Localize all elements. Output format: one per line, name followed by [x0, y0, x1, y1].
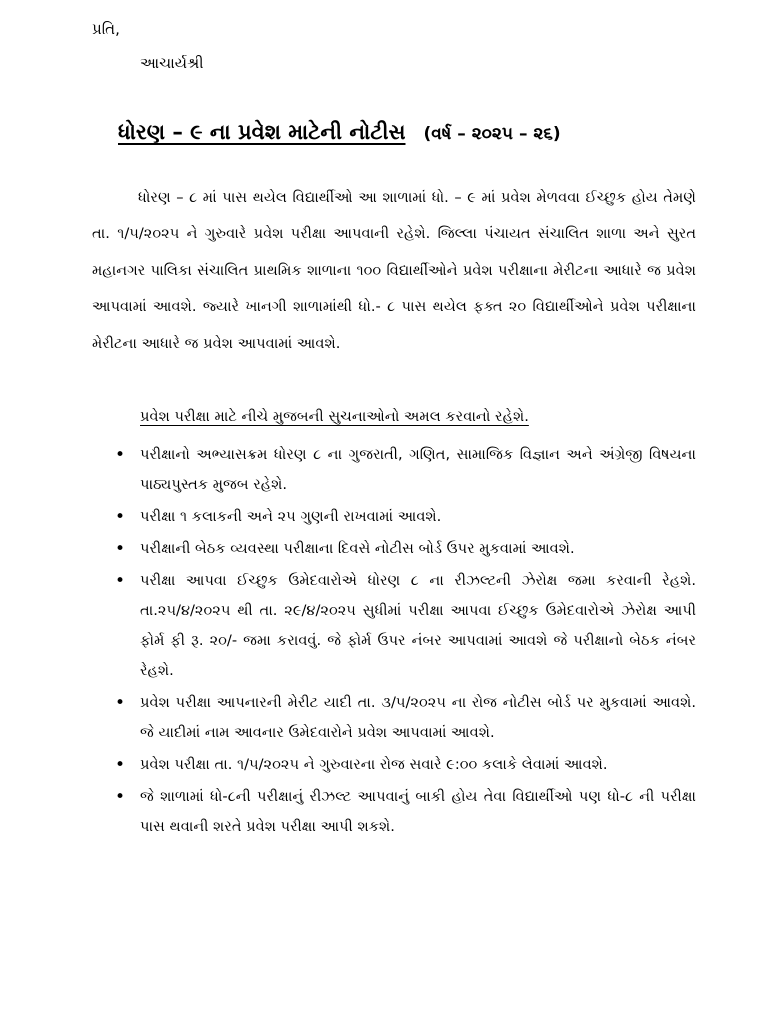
academic-year: (વર્ષ – ૨૦૨૫ – ૨૬)	[423, 124, 561, 144]
list-item: • પ્રવેશ પરીક્ષા તા. ૧/૫/૨૦૨૫ ને ગુરુવારના રોજ સવારે ૯:૦૦ કલાકે લેવામાં આવશે.	[140, 750, 696, 780]
addressee: આચાર્યશ્રી	[140, 54, 204, 72]
salutation-to: પ્રતિ,	[92, 20, 120, 38]
notice-title: ધોરણ – ૯ ના પ્રવેશ માટેની નોટીસ	[118, 120, 406, 144]
intro-paragraph: ધોરણ – ૮ માં પાસ થયેલ વિદ્યાર્થીઓ આ શાળામાં ધો. – ૯ માં પ્રવેશ મેળવવા ઈચ્છુક હોય તેમણે તા. ૧/૫/૨૦૨૫ ને ગુરુવારે પ્રવેશ પરીક્ષા આપવાની રહેશે. જિલ્લા પંચાયત સંચાલિત શાળા અને સુરત મહાનગર પાલિકા સંચાલિત પ્રાથમિક શાળાના ૧૦૦ વિદ્યાર્થીઓને પ્રવેશ પરીક્ષાના મેરીટના આધારે જ પ્રવેશ આપવામાં આવશે. જ્યારે ખાનગી શાળામાંથી ધો.- ૮ પાસ થયેલ ફક્ત ૨૦ વિદ્યાર્થીઓને પ્રવેશ પરીક્ષાના મેરીટના આધારે જ પ્રવેશ આપવામાં આવશે.	[92, 189, 696, 352]
list-item: • પ્રવેશ પરીક્ષા આપનારની મેરીટ યાદી તા. ૩/૫/૨૦૨૫ ના રોજ નોટીસ બોર્ડ પર મુકવામાં આવશે. જે યાદીમાં નામ આવનાર ઉમેદવારોને પ્રવેશ આપવામાં આવશે.	[140, 688, 696, 748]
instructions-list	[140, 440, 696, 844]
title-row	[118, 120, 678, 145]
instructions-heading: પ્રવેશ પરીક્ષા માટે નીચે મુજબની સુચનાઓનો અમલ કરવાનો રહેશે.	[140, 408, 529, 425]
list-item: • પરીક્ષા આપવા ઈચ્છુક ઉમેદવારોએ ધોરણ ૮ ના રીઝલ્ટની ઝેરોક્ષ જમા કરવાની રેહશે. તા.૨૫/૪/૨૦૨૫ થી તા. ૨૯/૪/૨૦૨૫ સુધીમાં પરીક્ષા આપવા ઈચ્છુક ઉમેદવારોએ ઝેરોક્ષ આપી ફોર્મ ફી રૂ. ૨૦/- જમા કરાવવું. જે ફોર્મ ઉપર નંબર આપવામાં આવશે જે પરીક્ષાનો બેઠક નંબર રેહશે.	[140, 566, 696, 686]
list-item: • જે શાળામાં ધો-૮ની પરીક્ષાનું રીઝલ્ટ આપવાનું બાકી હોય તેવા વિદ્યાર્થીઓ પણ ધો-૮ ની પરીક્ષા પાસ થવાની શરતે પ્રવેશ પરીક્ષા આપી શકશે.	[140, 782, 696, 842]
list-item: • પરીક્ષા ૧ કલાકની અને ૨૫ ગુણની રાખવામાં આવશે.	[140, 502, 696, 532]
list-item: • પરીક્ષાની બેઠક વ્યવસ્થા પરીક્ષાના દિવસે નોટીસ બોર્ડ ઉપર મુકવામાં આવશે.	[140, 534, 696, 564]
list-item: • પરીક્ષાનો અભ્યાસક્રમ ધોરણ ૮ ના ગુજરાતી, ગણિત, સામાજિક વિજ્ઞાન અને અંગ્રેજી વિષયના પાઠ્યપુસ્તક મુજબ રહેશે.	[140, 440, 696, 500]
